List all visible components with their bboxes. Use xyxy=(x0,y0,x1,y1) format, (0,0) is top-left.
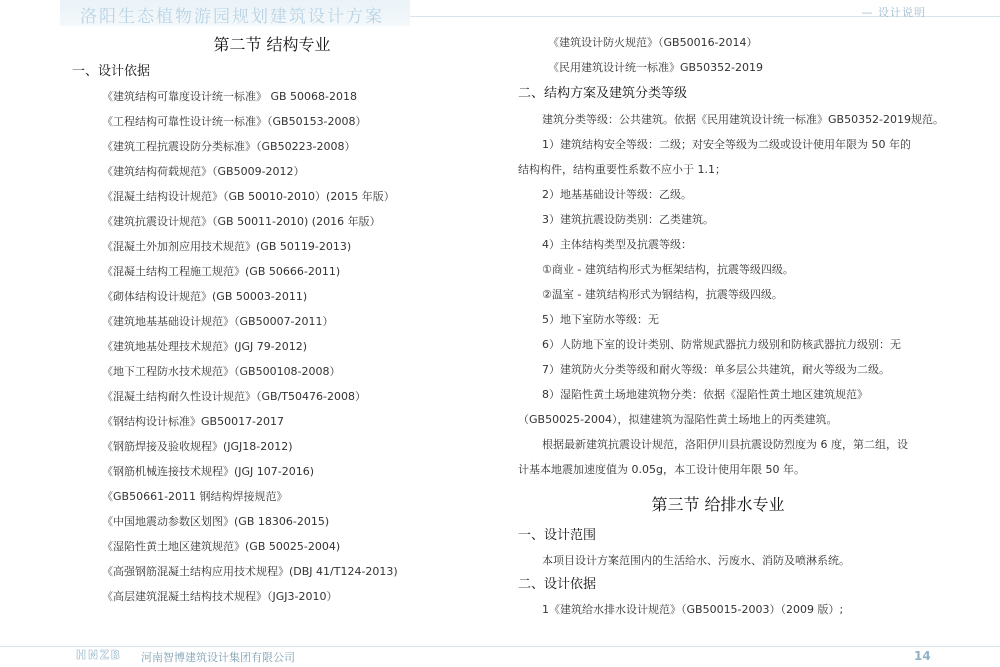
scheme-line: 6）人防地下室的设计类别、防常规武器抗力级别和防核武器抗力级别：无 xyxy=(542,338,901,351)
footer-divider xyxy=(0,646,1000,647)
scope-text: 本项目设计方案范围内的生活给水、污废水、消防及喷淋系统。 xyxy=(542,554,850,567)
standard-item: 《建筑结构荷载规范》（GB5009-2012） xyxy=(102,165,305,178)
scheme-line: 4）主体结构类型及抗震等级： xyxy=(542,238,692,251)
standard-item: 《钢结构设计标准》GB50017-2017 xyxy=(102,415,285,428)
right-column xyxy=(518,30,945,622)
standard-item: 《建筑工程抗震设防分类标准》（GB50223-2008） xyxy=(102,140,356,153)
scheme-line: 计基本地震加速度值为 0.05g，本工设计使用年限 50 年。 xyxy=(518,463,805,476)
heading-structure-scheme: 二、结构方案及建筑分类等级 xyxy=(518,86,688,101)
standard-item: 《钢筋机械连接技术规程》(JGJ 107-2016) xyxy=(102,465,315,478)
heading-design-scope: 一、设计范围 xyxy=(518,528,597,543)
standard-item: 《建筑地基基础设计规范》（GB50007-2011） xyxy=(102,315,334,328)
standard-item: 《民用建筑设计统一标准》GB50352-2019 xyxy=(548,61,764,74)
section-label: — 设计说明 xyxy=(861,6,926,19)
heading-design-basis: 一、设计依据 xyxy=(72,64,151,79)
scheme-line: 建筑分类等级：公共建筑。依据《民用建筑设计统一标准》GB50352-2019规范。 xyxy=(542,113,945,126)
project-title: 洛阳生态植物游园规划建筑设计方案 xyxy=(80,7,384,27)
standard-item: 《砌体结构设计规范》(GB 50003-2011) xyxy=(102,290,308,303)
standard-item: 《高强钢筋混凝土结构应用技术规程》(DBJ 41/T124-2013) xyxy=(102,565,398,578)
scheme-line: 5）地下室防水等级：无 xyxy=(542,313,659,326)
standard-item: 《建筑地基处理技术规范》(JGJ 79-2012) xyxy=(102,340,308,353)
section-title-plumbing: 第三节 给排水专业 xyxy=(651,495,785,514)
scheme-line: 结构构件，结构重要性系数不应小于 1.1； xyxy=(518,163,726,176)
standard-item: 《混凝土结构工程施工规范》(GB 50666-2011) xyxy=(102,265,341,278)
standard-item: 《地下工程防水技术规范》（GB500108-2008） xyxy=(102,365,341,378)
standard-item: 《建筑结构可靠度设计统一标准》 GB 50068-2018 xyxy=(102,90,358,103)
standard-item: 《钢筋焊接及验收规程》(JGJ18-2012) xyxy=(102,440,293,453)
scheme-line: 8）湿陷性黄土场地建筑物分类：依据《湿陷性黄土地区建筑规范》 xyxy=(542,388,868,401)
standard-item: 《中国地震动参数区划图》(GB 18306-2015) xyxy=(102,515,330,528)
plumbing-standard-item: 1《建筑给水排水设计规范》（GB50015-2003）（2009 版）; xyxy=(542,603,844,616)
scheme-line: 7）建筑防火分类等级和耐火等级：单多层公共建筑，耐火等级为二级。 xyxy=(542,363,890,376)
scheme-line: ①商业 - 建筑结构形式为框架结构，抗震等级四级。 xyxy=(542,263,794,276)
standard-item: 《工程结构可靠性设计统一标准》（GB50153-2008） xyxy=(102,115,367,128)
standard-item: 《湿陷性黄土地区建筑规范》(GB 50025-2004) xyxy=(102,540,341,553)
standard-item: 《建筑设计防火规范》（GB50016-2014） xyxy=(548,36,758,49)
scheme-line: 2）地基基础设计等级：乙级。 xyxy=(542,188,692,201)
company-logo: HNZB xyxy=(76,648,122,662)
scheme-line: 根据最新建筑抗震设计规范，洛阳伊川县抗震设防烈度为 6 度，第二组，设 xyxy=(542,438,908,451)
heading-plumbing-basis: 二、设计依据 xyxy=(518,577,597,592)
standard-item: 《混凝土结构设计规范》（GB 50010-2010）(2015 年版） xyxy=(102,190,395,203)
left-column xyxy=(72,30,472,609)
standard-item: 《GB50661-2011 钢结构焊接规范》 xyxy=(102,490,288,503)
section-title-structure: 第二节 结构专业 xyxy=(213,35,331,54)
scheme-line: （GB50025-2004），拟建建筑为湿陷性黄土场地上的丙类建筑。 xyxy=(518,413,838,426)
standard-item: 《混凝土外加剂应用技术规范》(GB 50119-2013) xyxy=(102,240,352,253)
scheme-line: 3）建筑抗震设防类别：乙类建筑。 xyxy=(542,213,714,226)
standard-item: 《高层建筑混凝土结构技术规程》（JGJ3-2010） xyxy=(102,590,338,603)
scheme-line: ②温室 - 建筑结构形式为钢结构，抗震等级四级。 xyxy=(542,288,783,301)
standard-item: 《建筑抗震设计规范》（GB 50011-2010) (2016 年版） xyxy=(102,215,381,228)
page-number: 14 xyxy=(914,649,931,663)
company-name: 河南智博建筑设计集团有限公司 xyxy=(141,651,295,664)
standard-item: 《混凝土结构耐久性设计规范》（GB/T50476-2008） xyxy=(102,390,366,403)
scheme-line: 1）建筑结构安全等级：二级；对安全等级为二级或设计使用年限为 50 年的 xyxy=(542,138,911,151)
